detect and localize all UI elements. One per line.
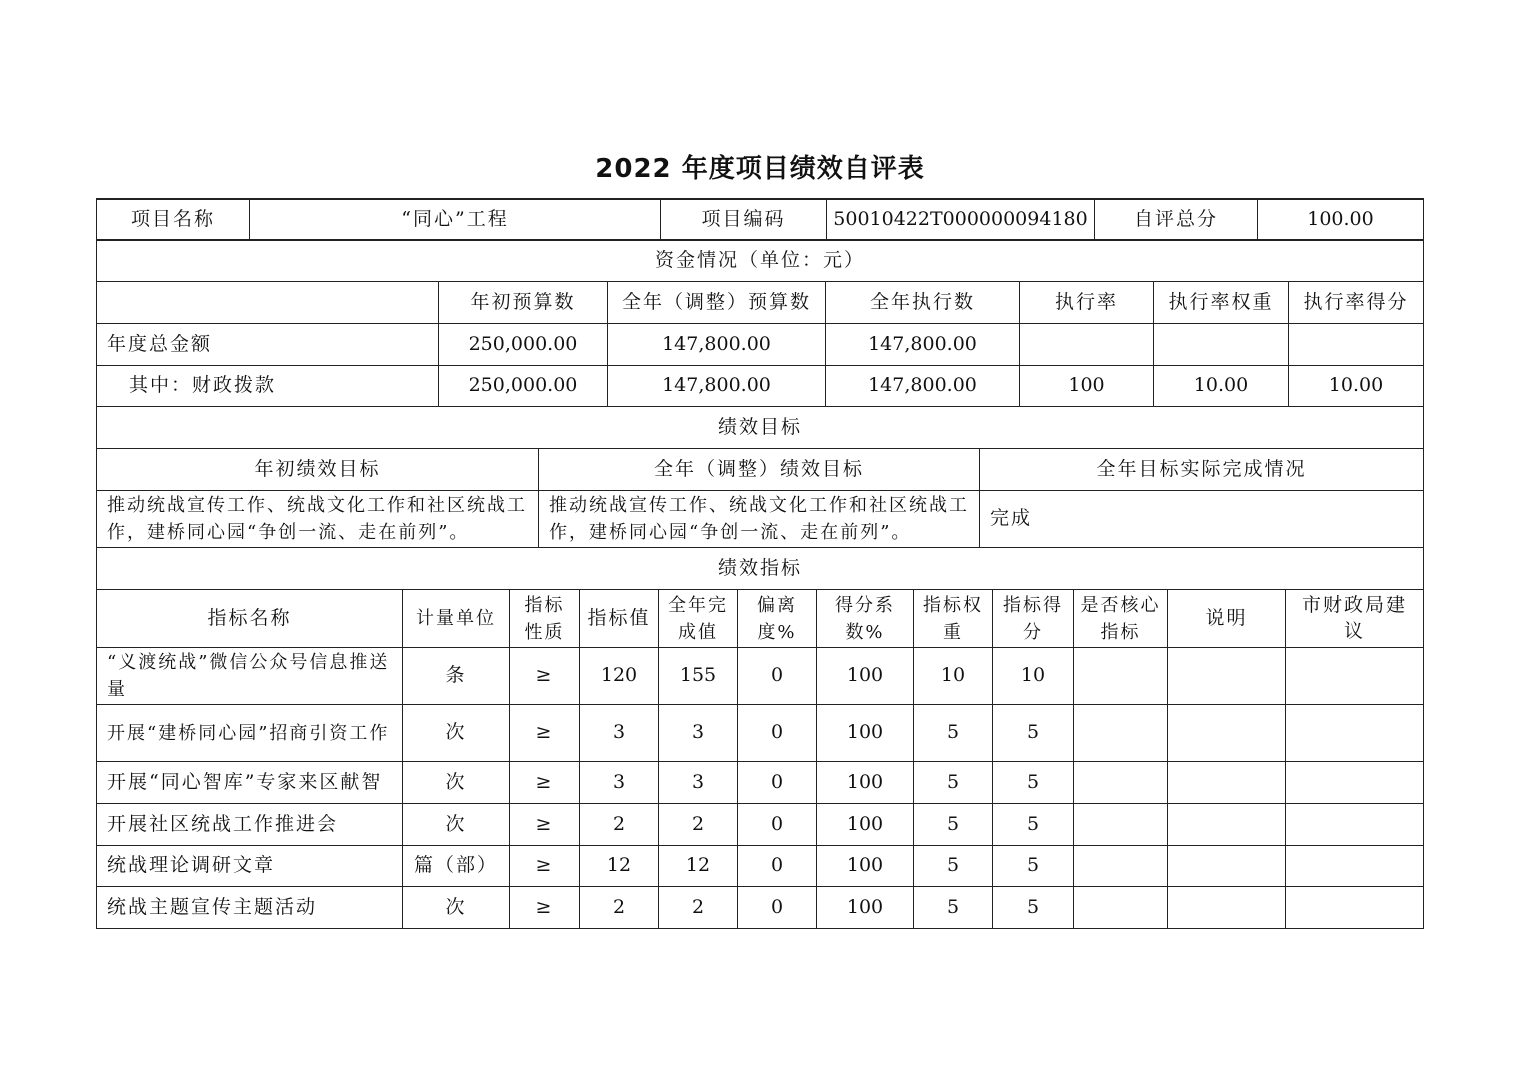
indicator-name: 统战主题宣传主题活动 <box>97 887 403 929</box>
table-row <box>97 705 1424 762</box>
indicator-coef: 100 <box>817 762 914 804</box>
indicators-header-nature: 指标性质 <box>510 590 580 648</box>
table-row <box>97 648 1424 705</box>
indicator-score: 5 <box>993 762 1074 804</box>
indicator-actual: 3 <box>659 705 738 762</box>
indicator-coef: 100 <box>817 648 914 705</box>
indicator-score: 5 <box>993 705 1074 762</box>
indicator-actual: 155 <box>659 648 738 705</box>
indicator-advice <box>1286 804 1424 846</box>
indicator-core <box>1074 846 1168 887</box>
indicator-core <box>1074 762 1168 804</box>
indicator-name: 开展“同心智库”专家来区献智 <box>97 762 403 804</box>
funds-initial-value: 250,000.00 <box>439 324 608 366</box>
indicators-section-title: 绩效指标 <box>97 548 1424 590</box>
indicator-target: 3 <box>580 705 659 762</box>
indicator-advice <box>1286 705 1424 762</box>
funds-rate-value: 100 <box>1020 366 1154 407</box>
funds-executed-value: 147,800.00 <box>826 324 1020 366</box>
total-score-label: 自评总分 <box>1095 199 1258 240</box>
funds-section <box>96 239 1423 407</box>
funds-weight-value <box>1154 324 1289 366</box>
indicator-deviation: 0 <box>738 762 817 804</box>
funds-header-adjusted: 全年（调整）预算数 <box>608 282 826 324</box>
indicator-advice <box>1286 887 1424 929</box>
funds-adjusted-value: 147,800.00 <box>608 324 826 366</box>
indicator-actual: 2 <box>659 804 738 846</box>
page-title: 2022 年度项目绩效自评表 <box>595 154 925 184</box>
indicators-header-unit: 计量单位 <box>403 590 510 648</box>
indicator-unit: 次 <box>403 762 510 804</box>
funds-weight-value: 10.00 <box>1154 366 1289 407</box>
indicator-actual: 2 <box>659 887 738 929</box>
indicators-header-target: 指标值 <box>580 590 659 648</box>
indicator-note <box>1168 804 1286 846</box>
indicator-actual: 12 <box>659 846 738 887</box>
goals-actual-text: 完成 <box>980 491 1424 548</box>
indicator-actual: 3 <box>659 762 738 804</box>
indicator-unit: 条 <box>403 648 510 705</box>
funds-header-executed: 全年执行数 <box>826 282 1020 324</box>
indicator-score: 10 <box>993 648 1074 705</box>
indicator-coef: 100 <box>817 887 914 929</box>
project-name-label: 项目名称 <box>97 199 250 240</box>
indicator-deviation: 0 <box>738 804 817 846</box>
indicator-unit: 次 <box>403 804 510 846</box>
table-row <box>97 762 1424 804</box>
indicator-core <box>1074 705 1168 762</box>
goals-section-title: 绩效目标 <box>97 407 1424 449</box>
indicator-note <box>1168 705 1286 762</box>
indicator-target: 2 <box>580 887 659 929</box>
indicator-name: “义渡统战”微信公众号信息推送量 <box>97 648 403 705</box>
indicator-weight: 5 <box>914 705 993 762</box>
indicator-note <box>1168 887 1286 929</box>
indicator-target: 120 <box>580 648 659 705</box>
funds-header-initial: 年初预算数 <box>439 282 608 324</box>
indicator-core <box>1074 648 1168 705</box>
project-code-value: 50010422T000000094180 <box>827 199 1095 240</box>
funds-row-total <box>97 324 1424 366</box>
funds-score-value <box>1289 324 1424 366</box>
indicator-weight: 5 <box>914 846 993 887</box>
indicator-coef: 100 <box>817 705 914 762</box>
indicator-nature: ≥ <box>510 846 580 887</box>
funds-executed-value: 147,800.00 <box>826 366 1020 407</box>
funds-row-fiscal <box>97 366 1424 407</box>
funds-header-blank <box>97 282 439 324</box>
funds-section-title: 资金情况（单位：元） <box>97 240 1424 282</box>
indicator-weight: 5 <box>914 804 993 846</box>
indicators-header-advice: 市财政局建议 <box>1286 590 1424 648</box>
indicator-unit: 次 <box>403 705 510 762</box>
funds-rate-value <box>1020 324 1154 366</box>
indicator-weight: 5 <box>914 887 993 929</box>
indicator-nature: ≥ <box>510 804 580 846</box>
indicator-target: 3 <box>580 762 659 804</box>
indicators-header-coef: 得分系数% <box>817 590 914 648</box>
indicator-score: 5 <box>993 804 1074 846</box>
funds-header-score: 执行率得分 <box>1289 282 1424 324</box>
indicator-unit: 篇（部） <box>403 846 510 887</box>
indicator-core <box>1074 804 1168 846</box>
indicator-note <box>1168 846 1286 887</box>
indicator-target: 12 <box>580 846 659 887</box>
indicator-nature: ≥ <box>510 705 580 762</box>
indicators-header-weight: 指标权重 <box>914 590 993 648</box>
indicator-note <box>1168 762 1286 804</box>
table-row <box>97 846 1424 887</box>
funds-adjusted-value: 147,800.00 <box>608 366 826 407</box>
project-name-value: “同心”工程 <box>250 199 661 240</box>
goals-section <box>96 406 1423 548</box>
indicator-name: 统战理论调研文章 <box>97 846 403 887</box>
indicator-note <box>1168 648 1286 705</box>
table-row <box>97 887 1424 929</box>
indicator-name: 开展“建桥同心园”招商引资工作 <box>97 705 403 762</box>
funds-header-rate: 执行率 <box>1020 282 1154 324</box>
indicator-coef: 100 <box>817 804 914 846</box>
indicators-header-note: 说明 <box>1168 590 1286 648</box>
indicators-header-core: 是否核心指标 <box>1074 590 1168 648</box>
funds-score-value: 10.00 <box>1289 366 1424 407</box>
indicator-advice <box>1286 762 1424 804</box>
funds-initial-value: 250,000.00 <box>439 366 608 407</box>
table-row <box>97 804 1424 846</box>
indicators-header-score: 指标得分 <box>993 590 1074 648</box>
indicators-header-actual: 全年完成值 <box>659 590 738 648</box>
indicator-weight: 5 <box>914 762 993 804</box>
indicator-advice <box>1286 648 1424 705</box>
indicator-score: 5 <box>993 846 1074 887</box>
project-info-section <box>96 198 1423 241</box>
funds-row-label: 年度总金额 <box>97 324 439 366</box>
goals-initial-text: 推动统战宣传工作、统战文化工作和社区统战工作，建桥同心园“争创一流、走在前列”。 <box>97 491 539 548</box>
indicator-deviation: 0 <box>738 705 817 762</box>
funds-row-label: 其中：财政拨款 <box>97 366 439 407</box>
indicator-coef: 100 <box>817 846 914 887</box>
indicators-header-name: 指标名称 <box>97 590 403 648</box>
indicator-nature: ≥ <box>510 762 580 804</box>
indicator-nature: ≥ <box>510 648 580 705</box>
indicator-deviation: 0 <box>738 846 817 887</box>
indicators-header-deviation: 偏离度% <box>738 590 817 648</box>
indicator-core <box>1074 887 1168 929</box>
indicator-name: 开展社区统战工作推进会 <box>97 804 403 846</box>
indicator-weight: 10 <box>914 648 993 705</box>
goals-header-actual: 全年目标实际完成情况 <box>980 449 1424 491</box>
indicators-section <box>96 547 1423 929</box>
goals-header-adjusted: 全年（调整）绩效目标 <box>539 449 980 491</box>
indicator-score: 5 <box>993 887 1074 929</box>
total-score-value: 100.00 <box>1258 199 1424 240</box>
indicator-target: 2 <box>580 804 659 846</box>
indicator-advice <box>1286 846 1424 887</box>
indicator-deviation: 0 <box>738 648 817 705</box>
indicator-nature: ≥ <box>510 887 580 929</box>
funds-header-weight: 执行率权重 <box>1154 282 1289 324</box>
project-code-label: 项目编码 <box>661 199 827 240</box>
indicator-deviation: 0 <box>738 887 817 929</box>
indicator-unit: 次 <box>403 887 510 929</box>
goals-header-initial: 年初绩效目标 <box>97 449 539 491</box>
goals-adjusted-text: 推动统战宣传工作、统战文化工作和社区统战工作，建桥同心园“争创一流、走在前列”。 <box>539 491 980 548</box>
